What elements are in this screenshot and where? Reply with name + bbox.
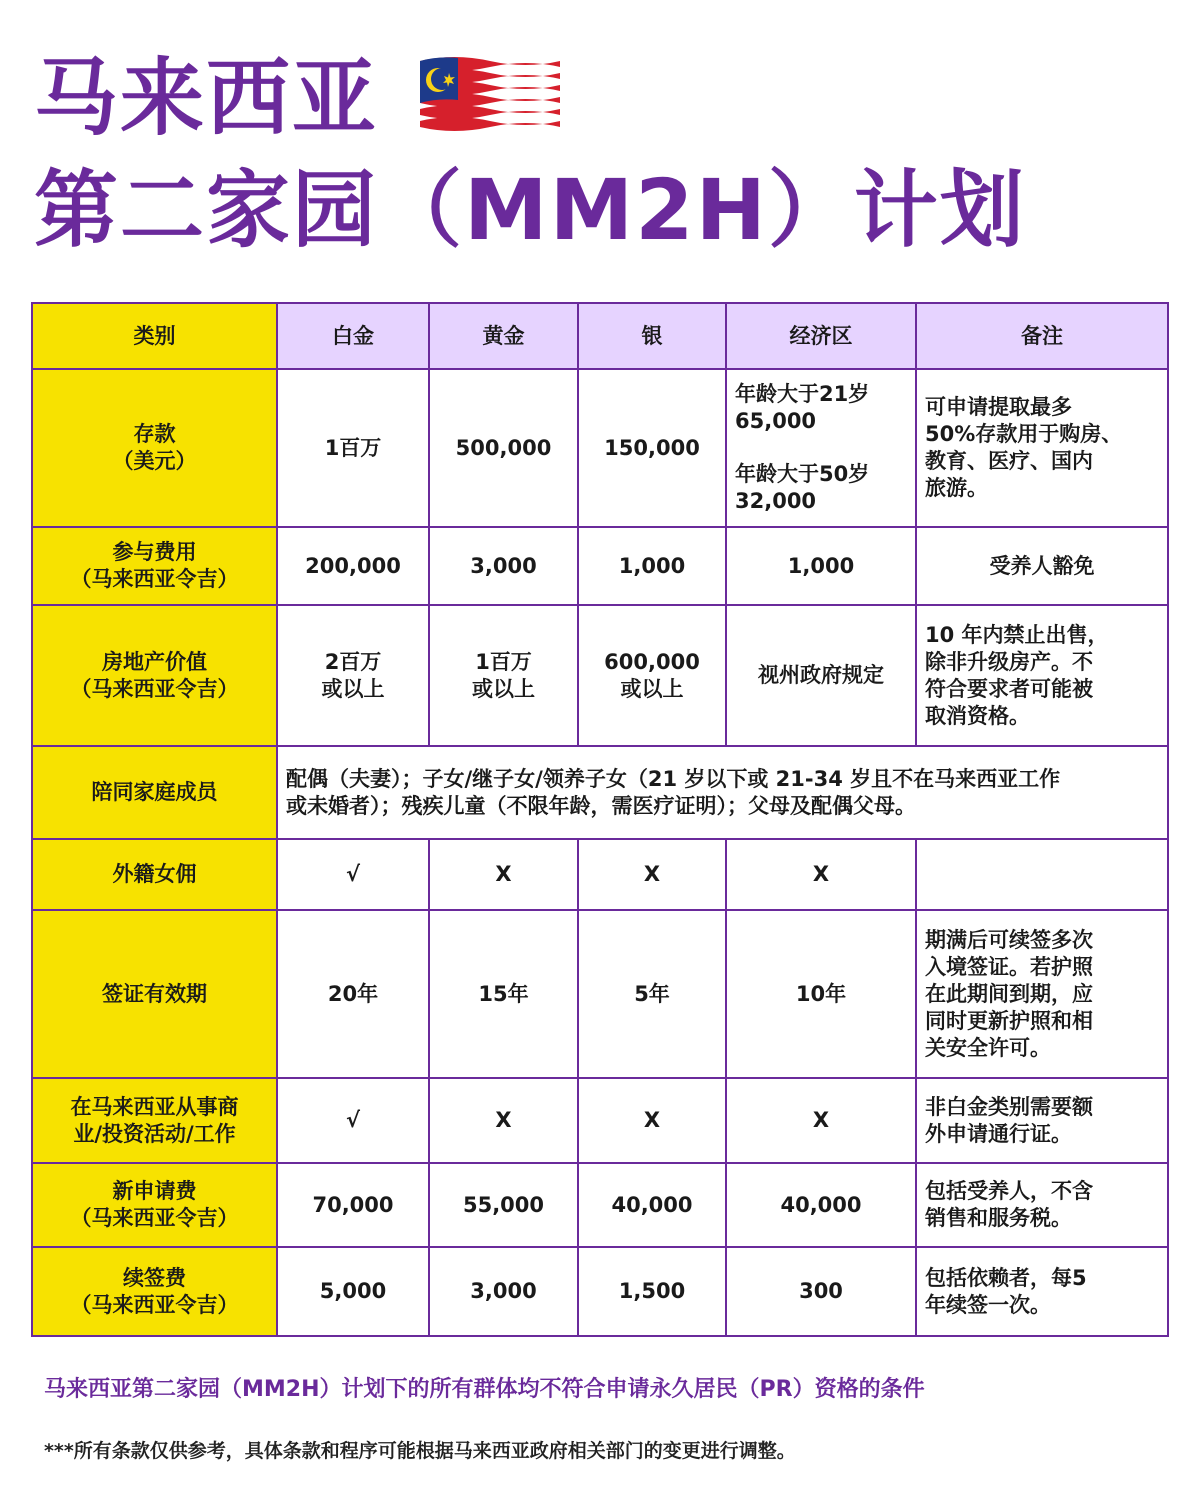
renewal-fee-platinum: 5,000	[277, 1247, 429, 1336]
property-value-platinum: 2百万 或以上	[277, 605, 429, 746]
header-economic-zone: 经济区	[726, 303, 916, 369]
visa-gold: 15年	[429, 910, 578, 1078]
deposit-note: 可申请提取最多 50%存款用于购房、 教育、医疗、国内 旅游。	[916, 369, 1168, 527]
header-gold: 黄金	[429, 303, 578, 369]
category-participation-fee: 参与费用 （马来西亚令吉）	[32, 527, 277, 605]
table-row-family	[32, 746, 1168, 839]
header-platinum: 白金	[277, 303, 429, 369]
application-fee-platinum: 70,000	[277, 1163, 429, 1247]
maid-silver: X	[578, 839, 726, 910]
visa-platinum: 20年	[277, 910, 429, 1078]
table-header-row	[32, 303, 1168, 369]
participation-fee-silver: 1,000	[578, 527, 726, 605]
visa-economic-zone: 10年	[726, 910, 916, 1078]
renewal-fee-gold: 3,000	[429, 1247, 578, 1336]
business-platinum: √	[277, 1078, 429, 1163]
category-property-value: 房地产价值 （马来西亚令吉）	[32, 605, 277, 746]
category-application-fee: 新申请费 （马来西亚令吉）	[32, 1163, 277, 1247]
deposit-economic-zone: 年龄大于21岁 65,000 年龄大于50岁 32,000	[726, 369, 916, 527]
application-fee-silver: 40,000	[578, 1163, 726, 1247]
table-row-application-fee	[32, 1163, 1168, 1247]
header-category: 类别	[32, 303, 277, 369]
application-fee-gold: 55,000	[429, 1163, 578, 1247]
visa-silver: 5年	[578, 910, 726, 1078]
maid-platinum: √	[277, 839, 429, 910]
property-value-silver: 600,000 或以上	[578, 605, 726, 746]
header-note: 备注	[916, 303, 1168, 369]
page-title-line2: 第二家园（MM2H）计划	[34, 161, 1026, 259]
deposit-silver: 150,000	[578, 369, 726, 527]
participation-fee-platinum: 200,000	[277, 527, 429, 605]
deposit-platinum: 1百万	[277, 369, 429, 527]
table-row-property-value	[32, 605, 1168, 746]
table-row-business	[32, 1078, 1168, 1163]
maid-note	[916, 839, 1168, 910]
pr-eligibility-notice: 马来西亚第二家园（MM2H）计划下的所有群体均不符合申请永久居民（PR）资格的条件	[44, 1377, 925, 1402]
deposit-gold: 500,000	[429, 369, 578, 527]
table-row-participation-fee	[32, 527, 1168, 605]
header-silver: 银	[578, 303, 726, 369]
maid-economic-zone: X	[726, 839, 916, 910]
category-business: 在马来西亚从事商 业/投资活动/工作	[32, 1078, 277, 1163]
category-visa: 签证有效期	[32, 910, 277, 1078]
renewal-fee-silver: 1,500	[578, 1247, 726, 1336]
business-silver: X	[578, 1078, 726, 1163]
renewal-fee-economic-zone: 300	[726, 1247, 916, 1336]
category-deposit: 存款 （美元）	[32, 369, 277, 527]
table-row-deposit	[32, 369, 1168, 527]
participation-fee-economic-zone: 1,000	[726, 527, 916, 605]
visa-note: 期满后可续签多次 入境签证。若护照 在此期间到期，应 同时更新护照和相 关安全许可。	[916, 910, 1168, 1078]
table-row-maid	[32, 839, 1168, 910]
business-gold: X	[429, 1078, 578, 1163]
business-economic-zone: X	[726, 1078, 916, 1163]
business-note: 非白金类别需要额 外申请通行证。	[916, 1078, 1168, 1163]
page-title-line1: 马来西亚	[34, 49, 379, 147]
table-row-renewal-fee	[32, 1247, 1168, 1336]
category-renewal-fee: 续签费 （马来西亚令吉）	[32, 1247, 277, 1336]
application-fee-economic-zone: 40,000	[726, 1163, 916, 1247]
malaysia-flag-icon	[418, 55, 562, 139]
participation-fee-gold: 3,000	[429, 527, 578, 605]
mm2h-comparison-table	[31, 302, 1169, 1337]
participation-fee-note: 受养人豁免	[916, 527, 1168, 605]
property-value-gold: 1百万 或以上	[429, 605, 578, 746]
property-value-note: 10 年内禁止出售， 除非升级房产。不 符合要求者可能被 取消资格。	[916, 605, 1168, 746]
application-fee-note: 包括受养人，不含 销售和服务税。	[916, 1163, 1168, 1247]
renewal-fee-note: 包括依赖者，每5 年续签一次。	[916, 1247, 1168, 1336]
category-family: 陪同家庭成员	[32, 746, 277, 839]
property-value-economic-zone: 视州政府规定	[726, 605, 916, 746]
disclaimer-text: ***所有条款仅供参考，具体条款和程序可能根据马来西亚政府相关部门的变更进行调整。	[44, 1440, 796, 1462]
family-members-text: 配偶（夫妻）；子女/继子女/领养子女（21 岁以下或 21-34 岁且不在马来西亚工作 或未婚者）；残疾儿童（不限年龄，需医疗证明）；父母及配偶父母。	[277, 746, 1168, 839]
category-maid: 外籍女佣	[32, 839, 277, 910]
table-row-visa	[32, 910, 1168, 1078]
maid-gold: X	[429, 839, 578, 910]
